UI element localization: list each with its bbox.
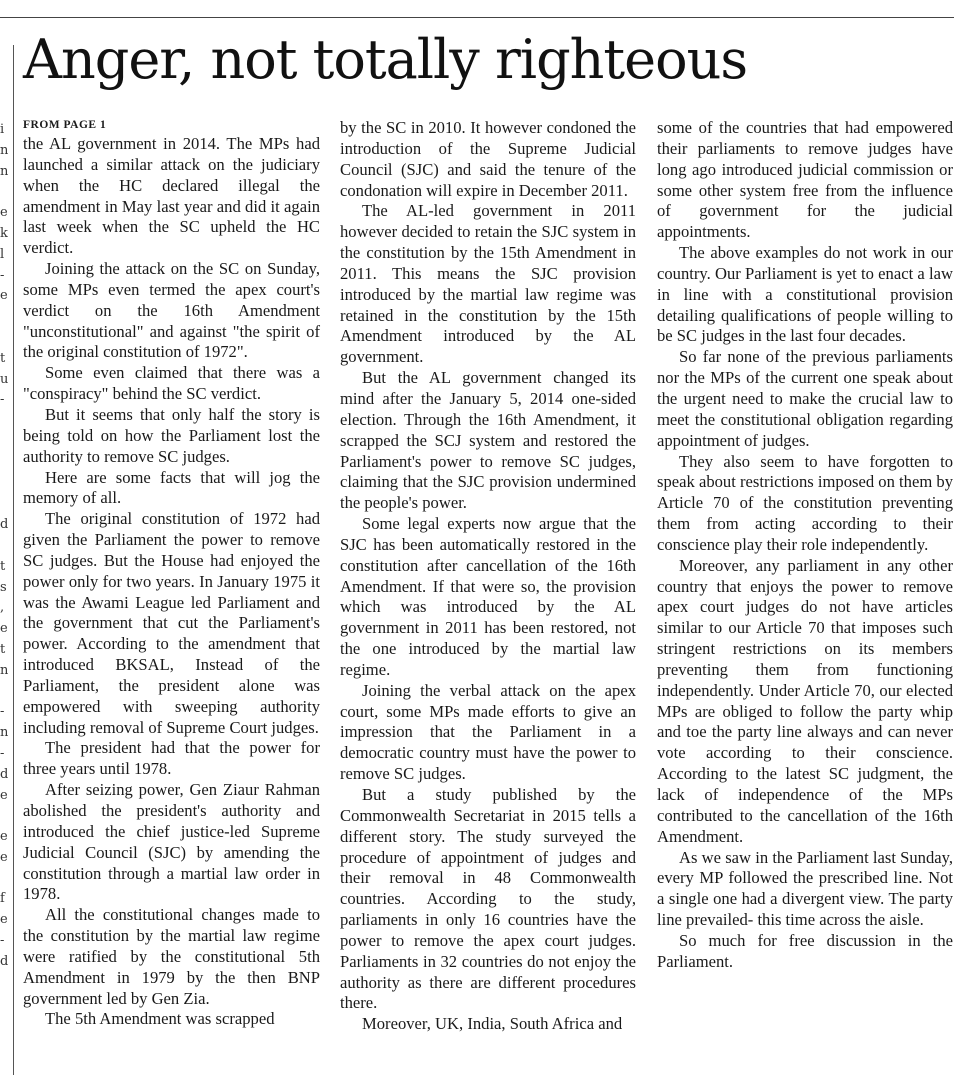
top-divider [0, 17, 954, 18]
article-paragraph: Moreover, UK, India, South Africa and [362, 1014, 623, 1034]
article-paragraph: But a study published by the Commonwealth Secretariat in 2015 tells a different story. The study surveyed the procedure of appointment of judges and their removal in 48 Commonwealth countries. According to the study, parliaments in only 16 countries have the power to remove the apex court judges. Parliaments in 32 countries do not enjoy the authority as there are different procedures there. [340, 785, 636, 1013]
stray-letter: t [0, 558, 6, 574]
article-paragraph: The president had that the power for three years until 1978. [23, 738, 320, 779]
stray-letter: d [0, 953, 9, 969]
article-paragraph: Moreover, any parliament in any other country that enjoys the power to remove apex court judges do not have articles similar to our Article 70 that imposes such stringent restrictions on its members preventing them from functioning independently. Under Article 70, our elected MPs are obliged to follow the party whip and toe the party line always and can never vote according to their conscience. According to the latest SC judgment, the lack of independence of the MPs contributed to the cancellation of the 16th Amendment. [657, 555, 953, 846]
article-paragraph: by the SC in 2010. It however condoned the introduction of the Supreme Judicial Council (SJC) and said the tenure of the condonation will expire in December 2011. [340, 118, 636, 200]
stray-letter: - [0, 267, 5, 283]
article-paragraph: Joining the verbal attack on the apex court, some MPs made efforts to give an impression that the Parliament in a democratic country must have the power to remove SC judges. [340, 680, 636, 784]
stray-letter: n [0, 163, 9, 179]
stray-letter: k [0, 225, 8, 241]
article-paragraph: some of the countries that had empowered their parliaments to remove judges have long ago introduced judicial commission or some other system free from the influence of government for the judicial appointments. [657, 118, 953, 242]
column-divider [13, 45, 14, 1075]
stray-letter: , [0, 600, 5, 616]
stray-letter: e [0, 621, 8, 637]
article-column-3 [657, 118, 953, 973]
stray-letter: n [0, 662, 9, 678]
stray-letter: e [0, 849, 8, 865]
article-paragraph: Here are some facts that will jog the memory of all. [23, 467, 320, 508]
stray-letter: - [0, 392, 5, 408]
stray-letter: e [0, 288, 8, 304]
article-paragraph: Some legal experts now argue that the SJC has been automatically restored in the constitution after cancellation of the 16th Amendment. If that were so, the provision which was introduced by the AL government in 2011 has been restored, not the one introduced by the martial law regime. [340, 514, 636, 679]
article-paragraph: But it seems that only half the story is being told on how the Parliament lost the authority to remove SC judges. [23, 404, 320, 466]
article-paragraph: The above examples do not work in our country. Our Parliament is yet to enact a law in line with a constitutional provision detailing qualifications of people willing to be SC judges in the last four decades. [657, 243, 953, 346]
stray-letter: u [0, 371, 9, 387]
stray-letter: d [0, 517, 9, 533]
stray-letter [0, 806, 9, 827]
article-column-1 [23, 118, 320, 1030]
stray-letter [0, 474, 9, 495]
headline: Anger, not totally righteous [23, 28, 748, 91]
stray-letter: e [0, 205, 8, 221]
stray-letter [0, 432, 9, 453]
stray-letter: t [0, 641, 6, 657]
stray-letter: e [0, 829, 8, 845]
stray-letter: n [0, 142, 9, 158]
kicker-from-page: FROM PAGE 1 [23, 119, 107, 131]
article-paragraph: But the AL government changed its mind after the January 5, 2014 one-sided election. Through the 16th Amendment, it scrapped the SCJ system and restored the Parliament's power to remove SC judges, claiming that the SJC provision undermined the people's power. [340, 368, 636, 513]
stray-letter [0, 328, 9, 349]
stray-letter [0, 307, 9, 328]
article-paragraph: After seizing power, Gen Ziaur Rahman abolished the president's authority and introduced the chief justice-led Supreme Judicial Council (SJC) by amending the constitution through a martial law order in 1978. [23, 780, 320, 904]
stray-letter [0, 536, 9, 557]
article-paragraph: the AL government in 2014. The MPs had launched a similar attack on the judiciary when the HC declared illegal the amendment in May last year and did it again last week when the SC upheld the HC verdict. [23, 134, 320, 258]
stray-letter: t [0, 350, 6, 366]
stray-letter [0, 453, 9, 474]
stray-letter: d [0, 766, 9, 782]
article-paragraph: Some even claimed that there was a "conspiracy" behind the SC verdict. [23, 363, 320, 404]
stray-letter: e [0, 787, 8, 803]
stray-letter: f [0, 891, 5, 907]
adjacent-column-fragment [0, 120, 9, 973]
stray-letter: e [0, 912, 8, 928]
article-paragraph: The 5th Amendment was scrapped [45, 1009, 275, 1029]
article-paragraph: The original constitution of 1972 had given the Parliament the power to remove SC judges. But the House had enjoyed the power only for two years. In January 1975 it was the Awami League led Parliament and the government that cut the Parliament's power. According to the amendment that introduced BKSAL, Instead of the Parliament, the president alone was empowered with sweeping authority including removal of Supreme Court judges. [23, 509, 320, 737]
article-paragraph: Joining the attack on the SC on Sunday, some MPs even termed the apex court's verdict on the 16th Amendment "unconstitutional" and against "the spirit of the original constitution of 1972". [23, 259, 320, 362]
stray-letter [0, 182, 9, 203]
stray-letter: - [0, 933, 5, 949]
stray-letter [0, 411, 9, 432]
article-paragraph: So much for free discussion in the Parliament. [657, 930, 953, 971]
stray-letter: - [0, 745, 5, 761]
stray-letter [0, 869, 9, 890]
article-paragraph: They also seem to have forgotten to speak about restrictions imposed on them by Article 70 of the constitution preventing them from acting according to their conscience play their role independently. [657, 451, 953, 554]
stray-letter [0, 682, 9, 703]
article-column-2 [340, 118, 636, 1035]
article-paragraph: As we saw in the Parliament last Sunday, every MP followed the prescribed line. Not a single one had a divergent view. The party line prevailed- this time across the aisle. [657, 847, 953, 930]
article-paragraph: So far none of the previous parliaments nor the MPs of the current one speak about the urgent need to make the crucial law to meet the constitutional obligation regarding appointment of judges. [657, 347, 953, 450]
stray-letter: i [0, 122, 5, 137]
stray-letter: s [0, 579, 7, 595]
article-paragraph: The AL-led government in 2011 however decided to retain the SJC system in the constitution by the 15th Amendment in 2011. This means the SJC provision introduced by the martial law regime was retained in the constitution by the 15th Amendment introduced by the AL government. [340, 201, 636, 367]
stray-letter [0, 494, 9, 515]
article-paragraph: All the constitutional changes made to the constitution by the martial law regime were ratified by the constitutional 5th Amendment in 1979 by the then BNP government led by Gen Zia. [23, 905, 320, 1008]
stray-letter: - [0, 704, 5, 720]
stray-letter: n [0, 725, 9, 741]
stray-letter: l [0, 246, 5, 262]
